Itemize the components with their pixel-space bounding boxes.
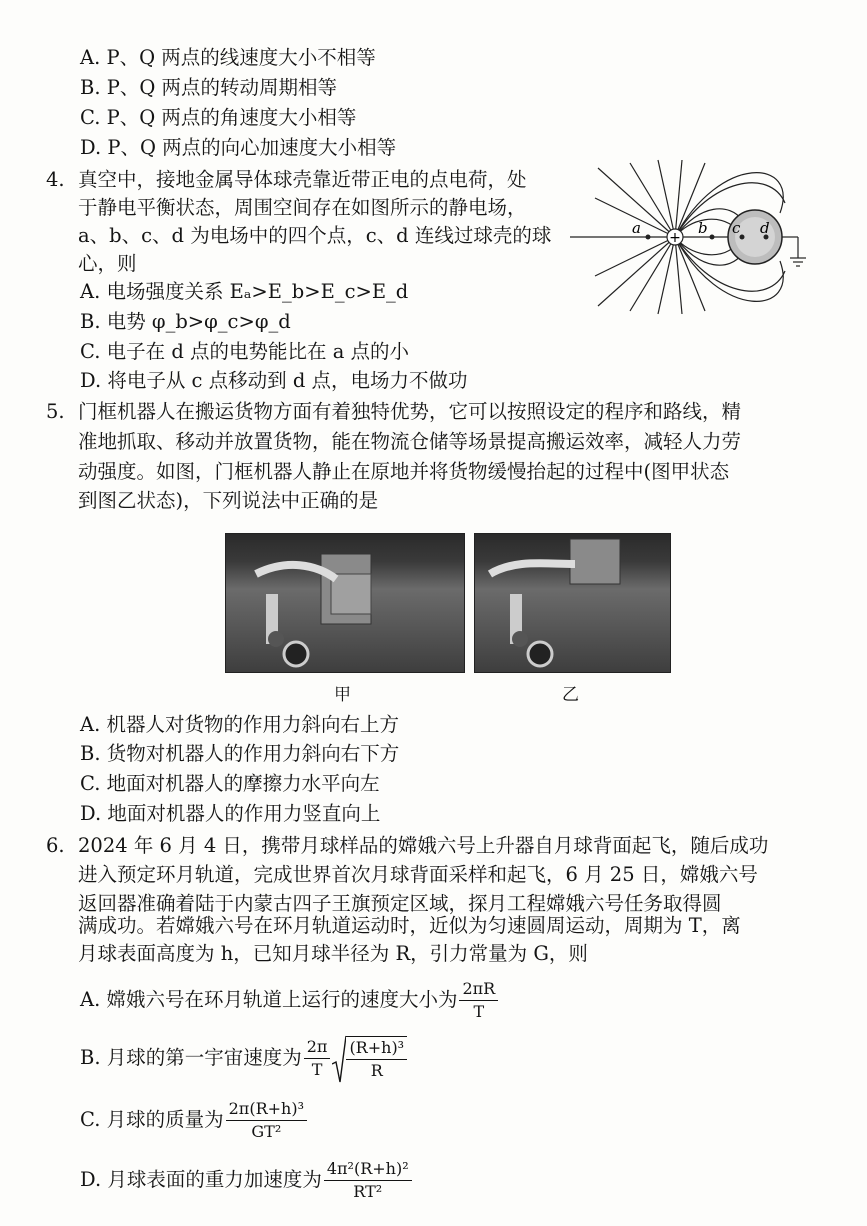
q3-option-c: C. P、Q 两点的角速度大小相等: [80, 106, 357, 129]
numerator: 4π²(R+h)²: [324, 1158, 412, 1181]
point-d-label: d: [760, 219, 770, 237]
q4-stem-line: 真空中，接地金属导体球壳靠近带正电的点电荷，处: [78, 168, 527, 191]
q5-option-b: B. 货物对机器人的作用力斜向右下方: [80, 742, 400, 765]
caption-jia: 甲: [334, 685, 351, 705]
q5-stem-line: 准地抓取、移动并放置货物，能在物流仓储等场景提高搬运效率，减轻人力劳: [78, 430, 742, 453]
q4-option-a: A. 电场强度关系 Eₐ>E_b>E_c>E_d: [80, 280, 409, 303]
point-b-label: b: [698, 219, 708, 237]
q5-stem-line: 到图乙状态)，下列说法中正确的是: [78, 489, 379, 512]
point-c-label: c: [732, 219, 741, 237]
fraction: [459, 978, 498, 1023]
numerator: (R+h)³: [346, 1037, 407, 1060]
fraction: [304, 1036, 331, 1081]
denominator: GT²: [251, 1122, 282, 1141]
denominator: R: [370, 1061, 383, 1080]
q4-stem-line: 于静电平衡状态，周围空间存在如图所示的静电场，: [78, 196, 527, 219]
numerator: 2πR: [459, 978, 498, 1001]
q6-stem-line: 满成功。若嫦娥六号在环月轨道运动时，近似为匀速圆周运动，周期为 T，离: [78, 914, 741, 937]
charge-label: +: [669, 230, 681, 246]
electric-field-diagram: [570, 158, 820, 318]
q6-option-b: [80, 1030, 409, 1087]
q4-option-d: D. 将电子从 c 点移动到 d 点，电场力不做功: [80, 369, 468, 392]
q6-option-a: [80, 975, 500, 1025]
q5-number: 5.: [46, 400, 65, 423]
q3-option-a: A. P、Q 两点的线速度大小不相等: [80, 46, 376, 69]
q4-option-b: B. 电势 φ_b>φ_c>φ_d: [80, 310, 291, 333]
q5-stem-line: 门框机器人在搬运货物方面有着独特优势，它可以按照设定的程序和路线，精: [78, 400, 742, 423]
q5-option-d: D. 地面对机器人的作用力竖直向上: [80, 802, 381, 825]
q5-stem-line: 动强度。如图，门框机器人静止在原地并将货物缓慢抬起的过程中(图甲状态: [78, 460, 730, 483]
robot-photo-jia: [225, 533, 465, 673]
denominator: T: [473, 1002, 485, 1021]
q6-stem-line: 月球表面高度为 h，已知月球半径为 R，引力常量为 G，则: [78, 942, 588, 965]
caption-yi: 乙: [562, 685, 579, 705]
q4-stem-line: a、b、c、d 为电场中的四个点，c、d 连线过球壳的球: [78, 224, 552, 247]
fraction: [226, 1098, 307, 1143]
q6-option-c: [80, 1092, 309, 1148]
q3-option-b: B. P、Q 两点的转动周期相等: [80, 76, 338, 99]
q4-stem-line: 心，则: [78, 252, 137, 275]
fraction: [346, 1036, 407, 1082]
q6-option-b-text: B. 月球的第一宇宙速度为: [80, 1046, 302, 1069]
q4-number: 4.: [46, 168, 65, 191]
q6-number: 6.: [46, 834, 65, 857]
fraction: [324, 1158, 412, 1203]
q6-option-d-text: D. 月球表面的重力加速度为: [80, 1168, 322, 1191]
q6-option-a-text: A. 嫦娥六号在环月轨道上运行的速度大小为: [80, 988, 458, 1011]
denominator: RT²: [353, 1182, 383, 1201]
q6-stem-line: 2024 年 6 月 4 日，携带月球样品的嫦娥六号上升器自月球背面起飞，随后成功: [78, 834, 769, 857]
denominator: T: [311, 1060, 323, 1079]
q6-stem-line: 进入预定环月轨道，完成世界首次月球背面采样和起飞，6 月 25 日，嫦娥六号: [78, 863, 758, 886]
q5-option-c: C. 地面对机器人的摩擦力水平向左: [80, 772, 380, 795]
point-a-label: a: [632, 219, 641, 237]
q6-option-c-text: C. 月球的质量为: [80, 1108, 224, 1131]
q3-option-d: D. P、Q 两点的向心加速度大小相等: [80, 136, 397, 159]
q6-option-d: [80, 1152, 414, 1208]
q4-option-c: C. 电子在 d 点的电势能比在 a 点的小: [80, 340, 410, 363]
square-root: [332, 1031, 409, 1087]
numerator: 2π(R+h)³: [226, 1098, 307, 1121]
q6-stem-line: 返回器准确着陆于内蒙古四子王旗预定区域，探月工程嫦娥六号任务取得圆: [78, 892, 722, 915]
numerator: 2π: [304, 1036, 331, 1059]
robot-photo-yi: [474, 533, 671, 673]
q5-option-a: A. 机器人对货物的作用力斜向右上方: [80, 713, 399, 736]
